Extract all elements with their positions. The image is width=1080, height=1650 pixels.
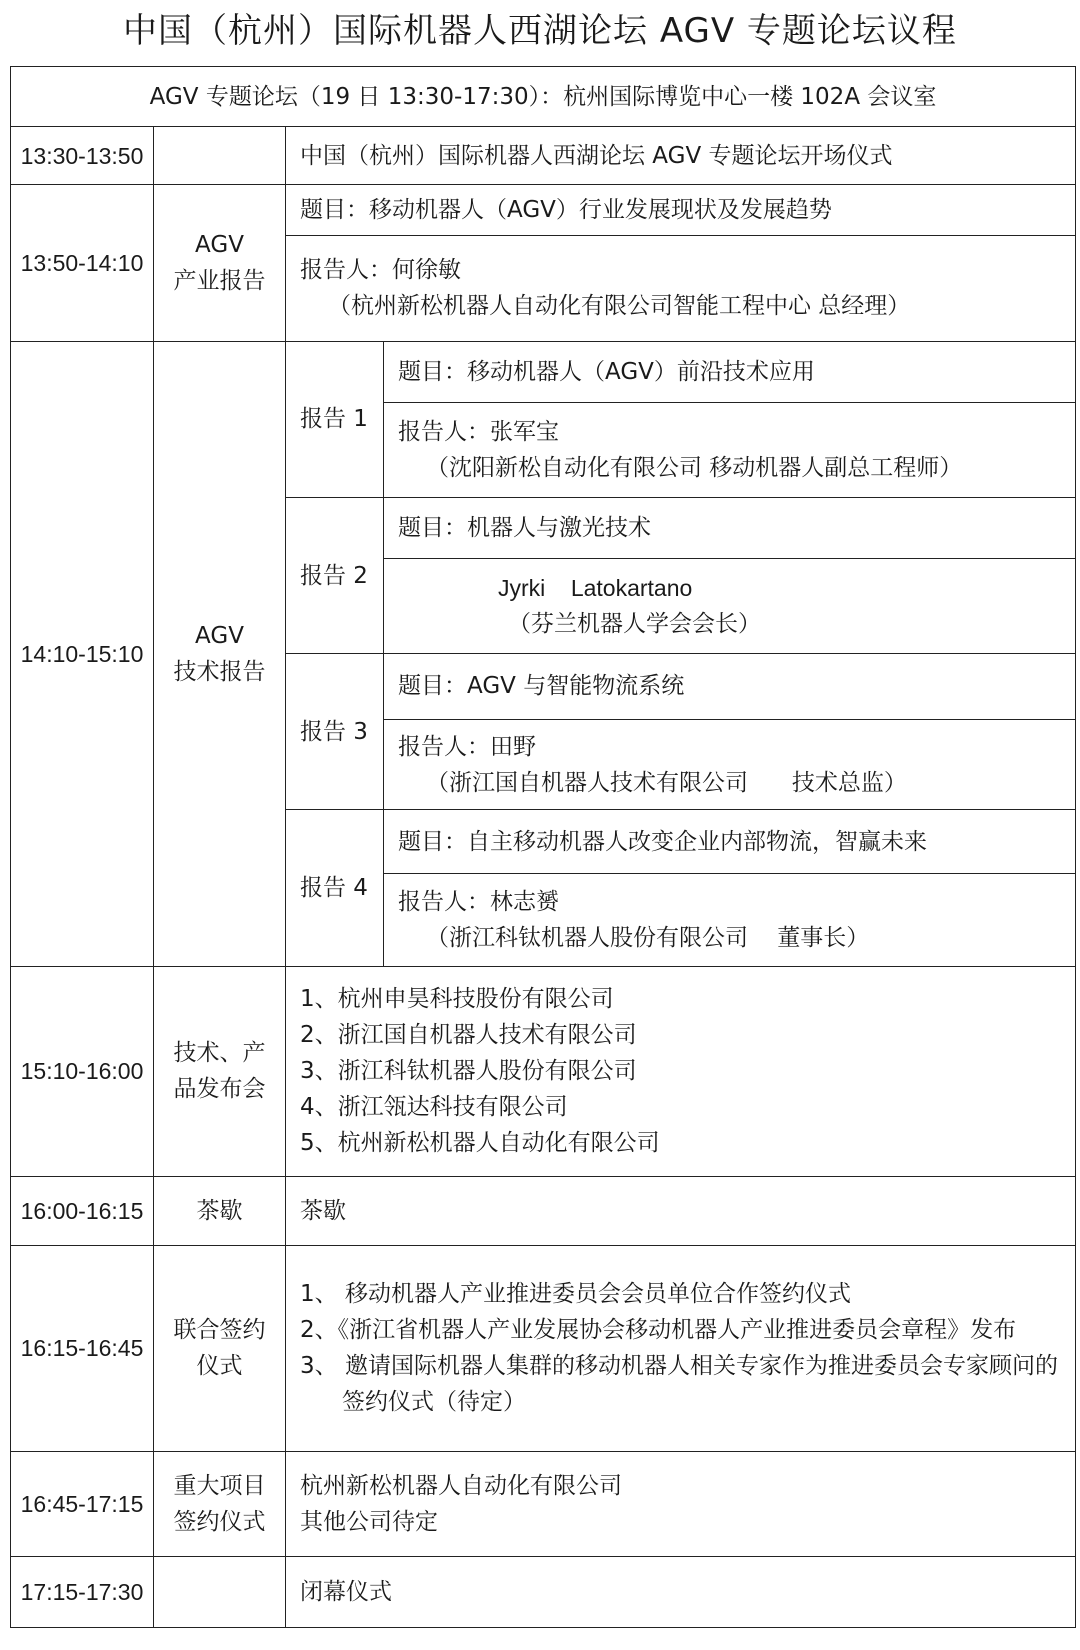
content-cell — [286, 1451, 1076, 1557]
topic-cell: 题目：自主移动机器人改变企业内部物流，智赢未来 — [384, 810, 1076, 873]
speaker-name: Jyrki Latokartano — [498, 575, 693, 602]
table-row — [11, 1557, 1076, 1628]
speaker-cell — [384, 402, 1076, 497]
type-cell — [154, 341, 286, 966]
report-label: 报告 4 — [286, 810, 384, 966]
table-row — [11, 127, 1076, 185]
speaker-cell — [384, 559, 1076, 654]
content-cell: 闭幕仪式 — [286, 1557, 1076, 1628]
table-row — [11, 966, 1076, 1176]
speaker-affiliation: （浙江科钛机器人股份有限公司 董事长） — [426, 924, 870, 951]
list-item: 1、 移动机器人产业推进委员会会员单位合作签约仪式 — [300, 1281, 851, 1308]
type-line: 仪式 — [196, 1353, 243, 1380]
report-label: 报告 3 — [286, 654, 384, 810]
time-cell: 14:10-15:10 — [11, 341, 154, 966]
speaker-affiliation: （芬兰机器人学会会长） — [508, 611, 761, 638]
content-line: 其他公司待定 — [300, 1508, 438, 1535]
time-cell: 16:45-17:15 — [11, 1451, 154, 1557]
topic-cell: 题目：移动机器人（AGV）行业发展现状及发展趋势 — [286, 185, 1076, 236]
table-header-row — [11, 67, 1076, 127]
table-row — [11, 185, 1076, 236]
report-label: 报告 2 — [286, 497, 384, 653]
time-cell: 13:50-14:10 — [11, 185, 154, 341]
list-item: 3、浙江科钛机器人股份有限公司 — [300, 1058, 637, 1085]
list-item: 2、《浙江省机器人产业发展协会移动机器人产业推进委员会章程》发布 — [300, 1317, 1017, 1344]
type-cell — [154, 1245, 286, 1451]
list-item: 4、浙江瓴达科技有限公司 — [300, 1094, 568, 1121]
content-cell: 中国（杭州）国际机器人西湖论坛 AGV 专题论坛开场仪式 — [286, 127, 1076, 185]
type-cell — [154, 1451, 286, 1557]
topic-cell: 题目：移动机器人（AGV）前沿技术应用 — [384, 341, 1076, 402]
time-cell: 13:30-13:50 — [11, 127, 154, 185]
speaker-name: 报告人：田野 — [398, 733, 536, 760]
time-cell: 16:15-16:45 — [11, 1245, 154, 1451]
speaker-cell — [384, 719, 1076, 810]
type-cell-empty — [154, 127, 286, 185]
type-line: 技术、产 — [173, 1040, 266, 1067]
list-item: 1、杭州申昊科技股份有限公司 — [300, 986, 614, 1013]
release-list — [286, 966, 1076, 1176]
topic-cell: 题目：AGV 与智能物流系统 — [384, 654, 1076, 719]
speaker-affiliation: （杭州新松机器人自动化有限公司智能工程中心 总经理） — [328, 293, 911, 320]
speaker-cell — [384, 873, 1076, 966]
speaker-affiliation: （浙江国自机器人技术有限公司 技术总监） — [426, 769, 907, 796]
speaker-affiliation: （沈阳新松自动化有限公司 移动机器人副总工程师） — [426, 454, 963, 481]
topic-cell: 题目：机器人与激光技术 — [384, 497, 1076, 558]
speaker-name: 报告人：张军宝 — [398, 418, 559, 445]
table-row — [11, 341, 1076, 402]
report-label: 报告 1 — [286, 341, 384, 497]
table-row — [11, 1176, 1076, 1245]
type-line: 品发布会 — [173, 1076, 266, 1103]
page-title: 中国（杭州）国际机器人西湖论坛 AGV 专题论坛议程 — [123, 11, 957, 51]
list-item: 3、 邀请国际机器人集群的移动机器人相关专家作为推进委员会专家顾问的签约仪式（待定） — [300, 1353, 1058, 1416]
content-cell: 茶歇 — [286, 1176, 1076, 1245]
forum-header: AGV 专题论坛（19 日 13:30-17:30）：杭州国际博览中心一楼 102A 会议室 — [11, 67, 1076, 127]
content-line: 杭州新松机器人自动化有限公司 — [300, 1472, 622, 1499]
type-line: 产业报告 — [173, 267, 266, 294]
type-line: AGV — [195, 231, 244, 258]
type-cell — [154, 185, 286, 341]
type-cell — [154, 966, 286, 1176]
speaker-name: 报告人：林志赟 — [398, 888, 559, 915]
list-item: 5、杭州新松机器人自动化有限公司 — [300, 1130, 660, 1157]
speaker-name: 报告人：何徐敏 — [300, 257, 461, 284]
time-cell: 17:15-17:30 — [11, 1557, 154, 1628]
table-row — [11, 1245, 1076, 1451]
type-line: 重大项目 — [173, 1472, 266, 1499]
signing-list — [286, 1245, 1076, 1451]
table-row — [11, 1451, 1076, 1557]
time-cell: 15:10-16:00 — [11, 966, 154, 1176]
type-cell: 茶歇 — [154, 1176, 286, 1245]
type-line: AGV — [195, 622, 244, 649]
speaker-cell — [286, 235, 1076, 341]
list-item: 2、浙江国自机器人技术有限公司 — [300, 1022, 637, 1049]
type-line: 签约仪式 — [173, 1508, 266, 1535]
agenda-table — [10, 66, 1076, 1628]
time-cell: 16:00-16:15 — [11, 1176, 154, 1245]
type-line: 联合签约 — [173, 1317, 266, 1344]
type-line: 技术报告 — [173, 658, 266, 685]
type-cell-empty — [154, 1557, 286, 1628]
